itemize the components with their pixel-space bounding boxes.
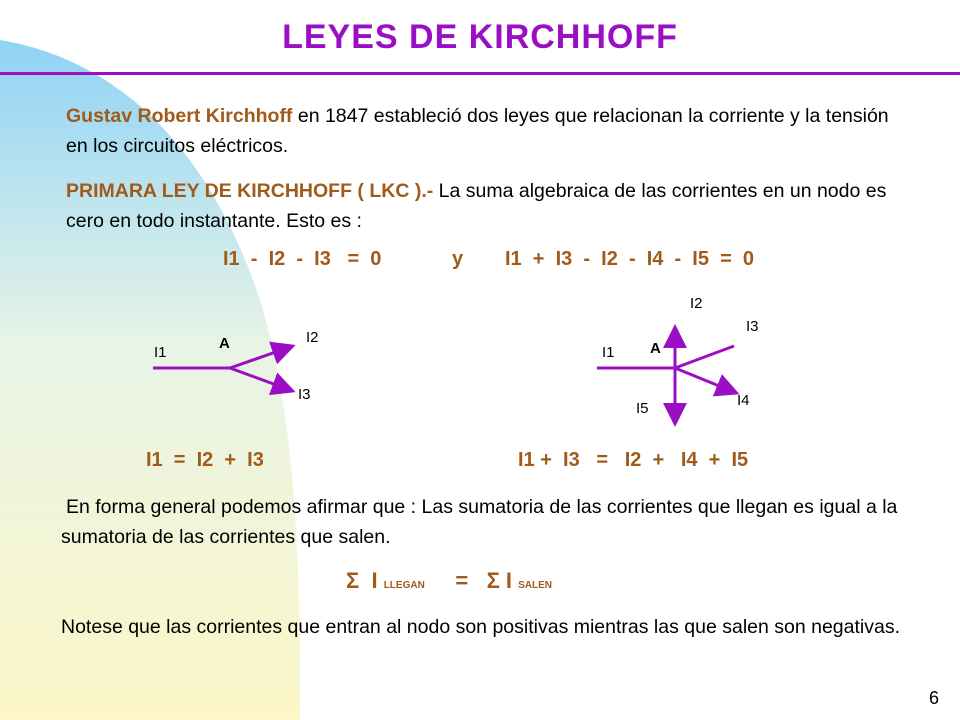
- sigma-symbol-in: Σ: [346, 568, 360, 593]
- page-title: LEYES DE KIRCHHOFF: [282, 18, 678, 56]
- intro-text: en 1847 estableció dos leyes que relacionan la corriente y la tensión en los circuitos eléctricos.: [66, 105, 889, 157]
- equation-1: I1 - I2 - I3 = 0: [223, 248, 382, 270]
- summation-formula: [346, 568, 552, 594]
- arrow-i2: [230, 347, 290, 368]
- intro-name: Gustav Robert Kirchhoff: [66, 105, 293, 127]
- page-number: 6: [929, 688, 940, 708]
- current-symbol-out: I: [505, 568, 513, 593]
- diagram2-label-i2: I2: [690, 295, 703, 312]
- result-2: I1 + I3 = I2 + I4 + I5: [518, 449, 749, 471]
- diagram2-node: A: [650, 340, 661, 357]
- diagram2-label-i3: I3: [746, 318, 759, 335]
- law1-heading: PRIMARA LEY DE KIRCHHOFF ( LKC ).-: [66, 180, 434, 202]
- diagram-2: [597, 330, 734, 421]
- diagram1-label-i1: I1: [154, 344, 167, 361]
- note-paragraph: Notese que las corrientes que entran al nodo son positivas mientras las que salen son negativas.: [61, 616, 901, 638]
- diagram1-label-i3: I3: [298, 386, 311, 403]
- diagram2-label-i4: I4: [737, 392, 750, 409]
- arrow-i3: [230, 368, 290, 390]
- arrow-i3-b: [675, 346, 734, 368]
- current-symbol-in: I: [371, 568, 378, 593]
- arrow-i4-b: [675, 368, 734, 392]
- sigma-symbol-out: Σ: [486, 568, 500, 593]
- result-1: I1 = I2 + I3: [146, 449, 264, 471]
- diagram2-label-i5: I5: [636, 400, 649, 417]
- sub-salen: SALEN: [518, 580, 553, 591]
- diagram-1: [153, 347, 290, 390]
- sub-llegan: LLEGAN: [383, 580, 425, 591]
- diagram1-node: A: [219, 335, 230, 352]
- diagram2-label-i1: I1: [602, 344, 615, 361]
- equation-conjunction: y: [452, 248, 464, 270]
- equation-2: I1 + I3 - I2 - I4 - I5 = 0: [505, 248, 754, 270]
- law1-text: La suma algebraica de las corrientes en un nodo es cero en todo instantante. Esto es :: [66, 180, 887, 232]
- equals-sign: =: [455, 568, 469, 593]
- diagram1-label-i2: I2: [306, 329, 319, 346]
- general-paragraph: En forma general podemos afirmar que : Las sumatoria de las corrientes que llegan es igual a la sumatoria de las corrientes que salen.: [61, 496, 898, 548]
